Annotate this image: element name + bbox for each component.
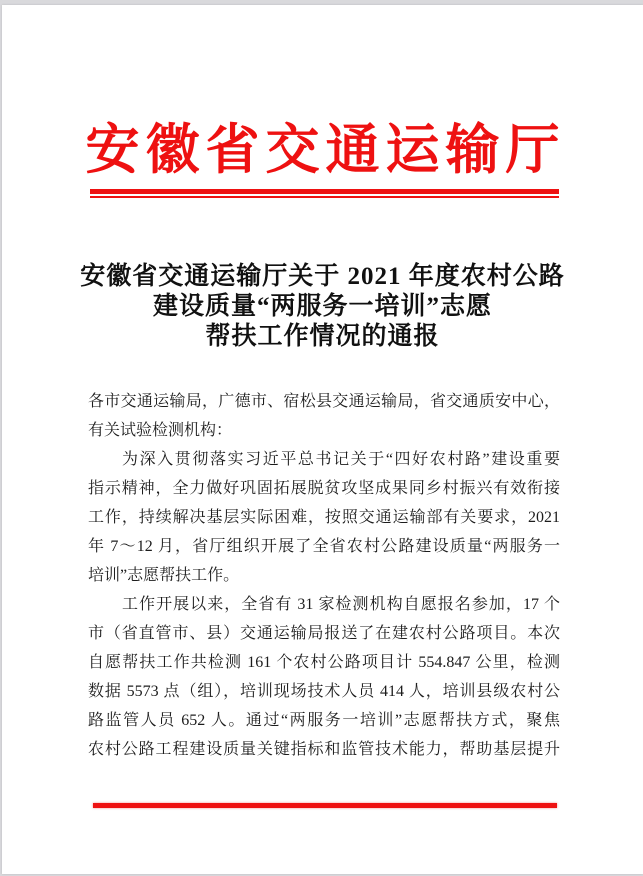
footer-red-rule [93,803,557,808]
document-title [2,262,643,352]
title-line-2: 建设质量“两服务一培训”志愿 [152,293,492,320]
agency-masthead: 安徽省交通运输厅 [85,120,566,180]
body-line: 指示精神，全力做好巩固拓展脱贫攻坚成果同乡村振兴有效衔接 [88,480,560,497]
body-line: 工作，持续解决基层实际困难，按照交通运输部有关要求，2021 [88,509,560,526]
title-line-3: 帮扶工作情况的通报 [205,323,440,350]
body-line: 路监管人员 652 人。通过“两服务一培训”志愿帮扶方式，聚焦 [88,712,560,729]
body-line: 培训”志愿帮扶工作。 [88,567,240,584]
body-line: 自愿帮扶工作共检测 161 个农村公路项目计 554.847 公里，检测 [88,654,560,671]
body-line: 数据 5573 点（组），培训现场技术人员 414 人，培训县级农村公 [88,683,560,700]
masthead-rule-thin-line [90,196,559,198]
body-line: 年 7～12 月，省厅组织开展了全省农村公路建设质量“两服务一 [88,538,560,555]
body-line: 市（省直管市、县）交通运输局报送了在建农村公路项目。本次 [88,625,560,642]
body-line: 各市交通运输局，广德市、宿松县交通运输局，省交通质安中心， [88,393,560,410]
body-line: 有关试验检测机构： [88,422,233,439]
body-line: 工作开展以来，全省有 31 家检测机构自愿报名参加，17 个 [122,596,560,613]
body-line: 为深入贯彻落实习近平总书记关于“四好农村路”建设重要 [122,451,560,468]
document-body [88,387,560,764]
title-line-1: 安徽省交通运输厅关于 2021 年度农村公路 [80,263,565,290]
masthead-rule-thick-line [90,189,559,194]
body-line: 农村公路工程建设质量关键指标和监管技术能力，帮助基层提升 [88,741,560,758]
document-page [2,5,643,874]
masthead-double-rule [90,189,559,198]
